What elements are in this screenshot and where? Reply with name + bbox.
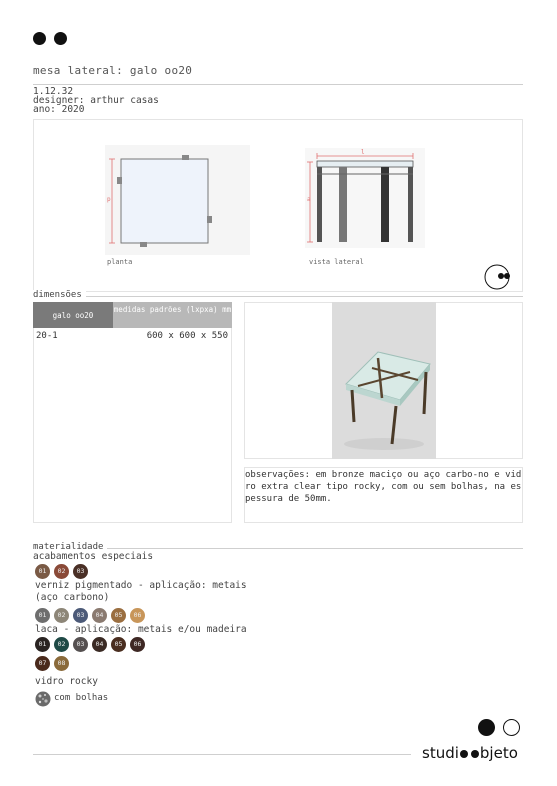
material-group-label: verniz pigmentado - aplicação: metais [35, 580, 247, 591]
row-size: 600 x 600 x 550 [146, 331, 228, 341]
dimensions-divider [33, 296, 523, 297]
brand-dot-icon [460, 750, 468, 758]
brand-left: studi [422, 744, 459, 762]
color-swatch: 03 [73, 564, 88, 579]
product-year: ano: 2020 [33, 104, 85, 115]
side-height-label: a [307, 196, 311, 203]
product-photo [332, 302, 436, 459]
dimensions-col2-header [113, 302, 232, 328]
color-swatch: 01 [35, 637, 50, 652]
row-code: 20-1 [36, 331, 58, 341]
color-swatch: 02 [54, 637, 69, 652]
color-swatch: 03 [73, 608, 88, 623]
brand-dot-icon [471, 750, 479, 758]
plan-caption: planta [107, 258, 133, 266]
color-swatch: 02 [54, 608, 69, 623]
color-swatch: 05 [111, 608, 126, 623]
color-swatch: 01 [35, 608, 50, 623]
footer-divider [33, 754, 411, 755]
side-caption: vista lateral [309, 258, 364, 266]
glass-bubbles-swatch-icon [35, 691, 51, 707]
dimensions-col1-header-text: galo oo20 [52, 311, 94, 320]
brand-dot-filled [478, 719, 495, 736]
header-dot-left [33, 32, 46, 45]
title-divider [33, 84, 523, 85]
brand-right: bjeto [479, 744, 518, 762]
dimensions-col2-header-text: medidas padrões (lxpxa) mm [113, 305, 232, 314]
color-swatch: 04 [92, 637, 107, 652]
color-swatch: 06 [130, 608, 145, 623]
dimensions-label: dimensões [33, 290, 86, 300]
dimensions-col1-header [33, 302, 113, 328]
brand-dot-outline [503, 719, 520, 736]
material-group-label: acabamentos especiais [33, 551, 154, 562]
color-swatch: 05 [111, 637, 126, 652]
observations-text: observações: em bronze maciço ou aço carbo-no e vidro extra clear tipo rocky, com ou sem bolhas, na espessura de 50mm. [245, 470, 522, 504]
color-swatch: 07 [35, 656, 50, 671]
side-width-label: l [361, 149, 365, 156]
header-dot-right [54, 32, 67, 45]
material-group-sublabel: (aço carbono) [35, 592, 110, 603]
plan-drawing [105, 145, 250, 255]
materials-label: materialidade [33, 542, 107, 552]
color-swatch: 01 [35, 564, 50, 579]
color-swatch: 02 [54, 564, 69, 579]
page-title: mesa lateral: galo oo20 [33, 64, 193, 77]
product-designer: designer: arthur casas [33, 95, 159, 106]
brand-wordmark [422, 744, 518, 762]
plan-dim-label: p [107, 196, 111, 203]
color-swatch: 03 [73, 637, 88, 652]
color-swatch: 08 [54, 656, 69, 671]
color-swatch: 06 [130, 637, 145, 652]
material-group-label: laca - aplicação: metais e/ou madeira [35, 624, 247, 635]
table-row [36, 331, 230, 341]
material-group-label: vidro rocky [35, 676, 98, 687]
glass-option-label: com bolhas [54, 693, 109, 703]
side-view-drawing [305, 148, 425, 248]
product-code: 1.12.32 [33, 86, 74, 97]
brand-circle-icon [484, 264, 510, 290]
color-swatch: 04 [92, 608, 107, 623]
